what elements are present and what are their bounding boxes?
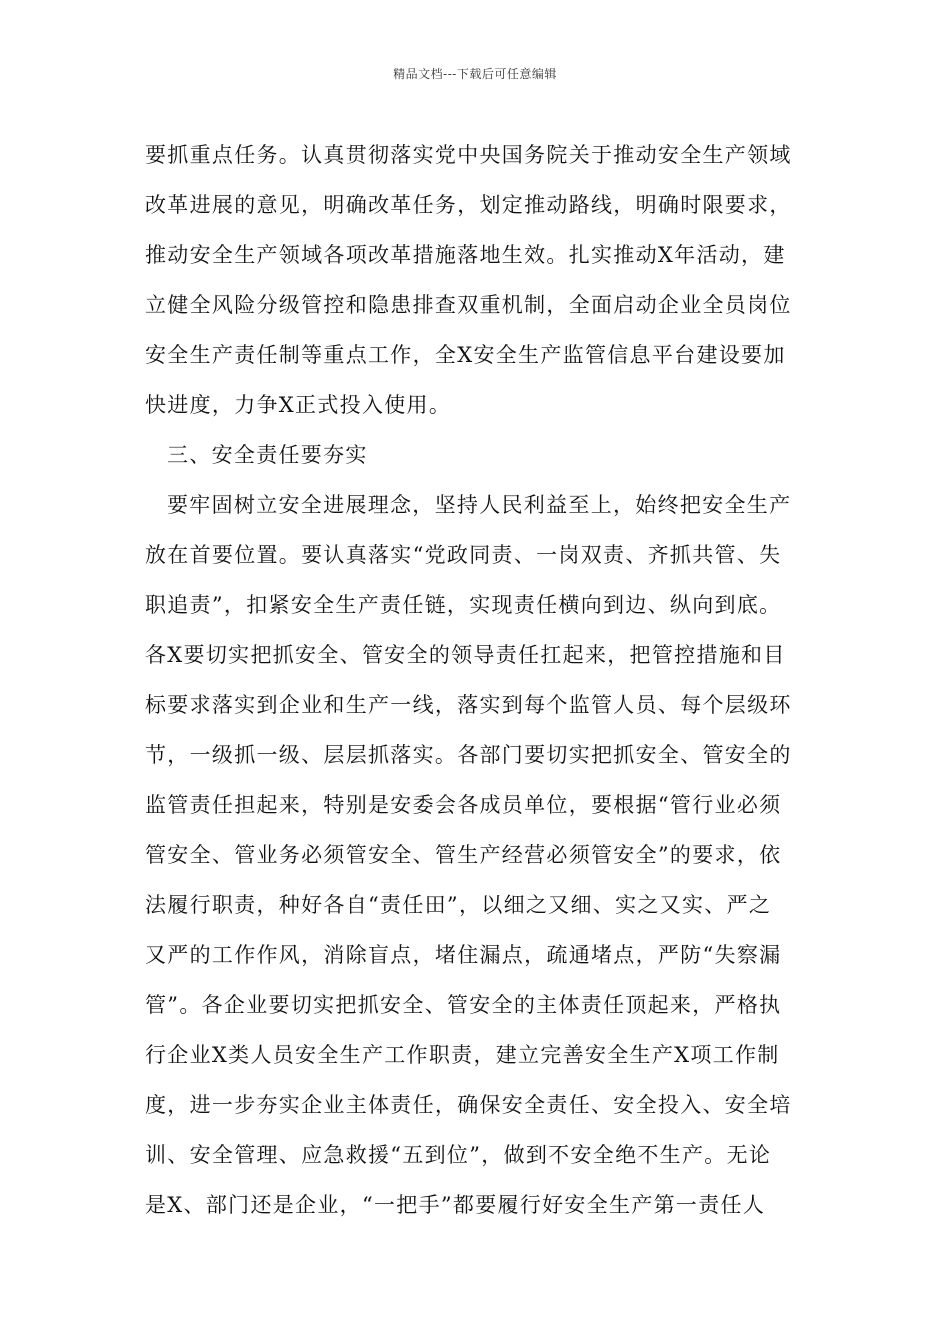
page-header: 精品文档---下载后可任意编辑 [393, 67, 557, 81]
text-line: 又严的工作作风，消除盲点，堵住漏点，疏通堵点，严防“失察漏 [145, 943, 782, 967]
text-line: 度，进一步夯实企业主体责任，确保安全责任、安全投入、安全培 [145, 1093, 792, 1117]
text-line: 要抓重点任务。认真贯彻落实党中央国务院关于推动安全生产领域 [145, 143, 792, 167]
text-line: 安全生产责任制等重点工作，全X安全生产监管信息平台建设要加 [145, 343, 786, 367]
text-line: 推动安全生产领域各项改革措施落地生效。扎实推动X年活动，建 [145, 243, 786, 267]
text-line: 是X、部门还是企业，“一把手”都要履行好安全生产第一责任人 [145, 1193, 766, 1217]
text-line: 管”。各企业要切实把抓安全、管安全的主体责任顶起来，严格执 [145, 993, 782, 1017]
text-line: 监管责任担起来，特别是安委会各成员单位，要根据“管行业必须 [145, 793, 782, 817]
text-line: 管安全、管业务必须管安全、管生产经营必须管安全”的要求，依 [145, 843, 782, 867]
text-line: 行企业X类人员安全生产工作职责，建立完善安全生产X项工作制 [145, 1043, 780, 1067]
text-line: 职追责”，扣紧安全生产责任链，实现责任横向到边、纵向到底。 [145, 593, 782, 617]
paragraph-first-line: 要牢固树立安全进展理念，坚持人民利益至上，始终把安全生产 [167, 493, 792, 517]
document-body [145, 130, 810, 1230]
text-line: 放在首要位置。要认真落实“党政同责、一岗双责、齐抓共管、失 [145, 543, 782, 567]
section-heading: 三、安全责任要夯实 [167, 443, 368, 467]
text-line: 快进度，力争X正式投入使用。 [145, 393, 452, 417]
text-line: 节，一级抓一级、层层抓落实。各部门要切实把抓安全、管安全的 [145, 743, 792, 767]
text-line: 训、安全管理、应急救援“五到位”，做到不安全绝不生产。无论 [145, 1143, 772, 1167]
text-line: 改革进展的意见，明确改革任务，划定推动路线，明确时限要求， [145, 193, 792, 217]
text-line: 立健全风险分级管控和隐患排查双重机制，全面启动企业全员岗位 [145, 293, 792, 317]
text-line: 法履行职责，种好各自“责任田”，以细之又细、实之又实、严之 [145, 893, 772, 917]
text-line: 标要求落实到企业和生产一线，落实到每个监管人员、每个层级环 [145, 693, 792, 717]
text-line: 各X要切实把抓安全、管安全的领导责任扛起来，把管控措施和目 [145, 643, 786, 667]
